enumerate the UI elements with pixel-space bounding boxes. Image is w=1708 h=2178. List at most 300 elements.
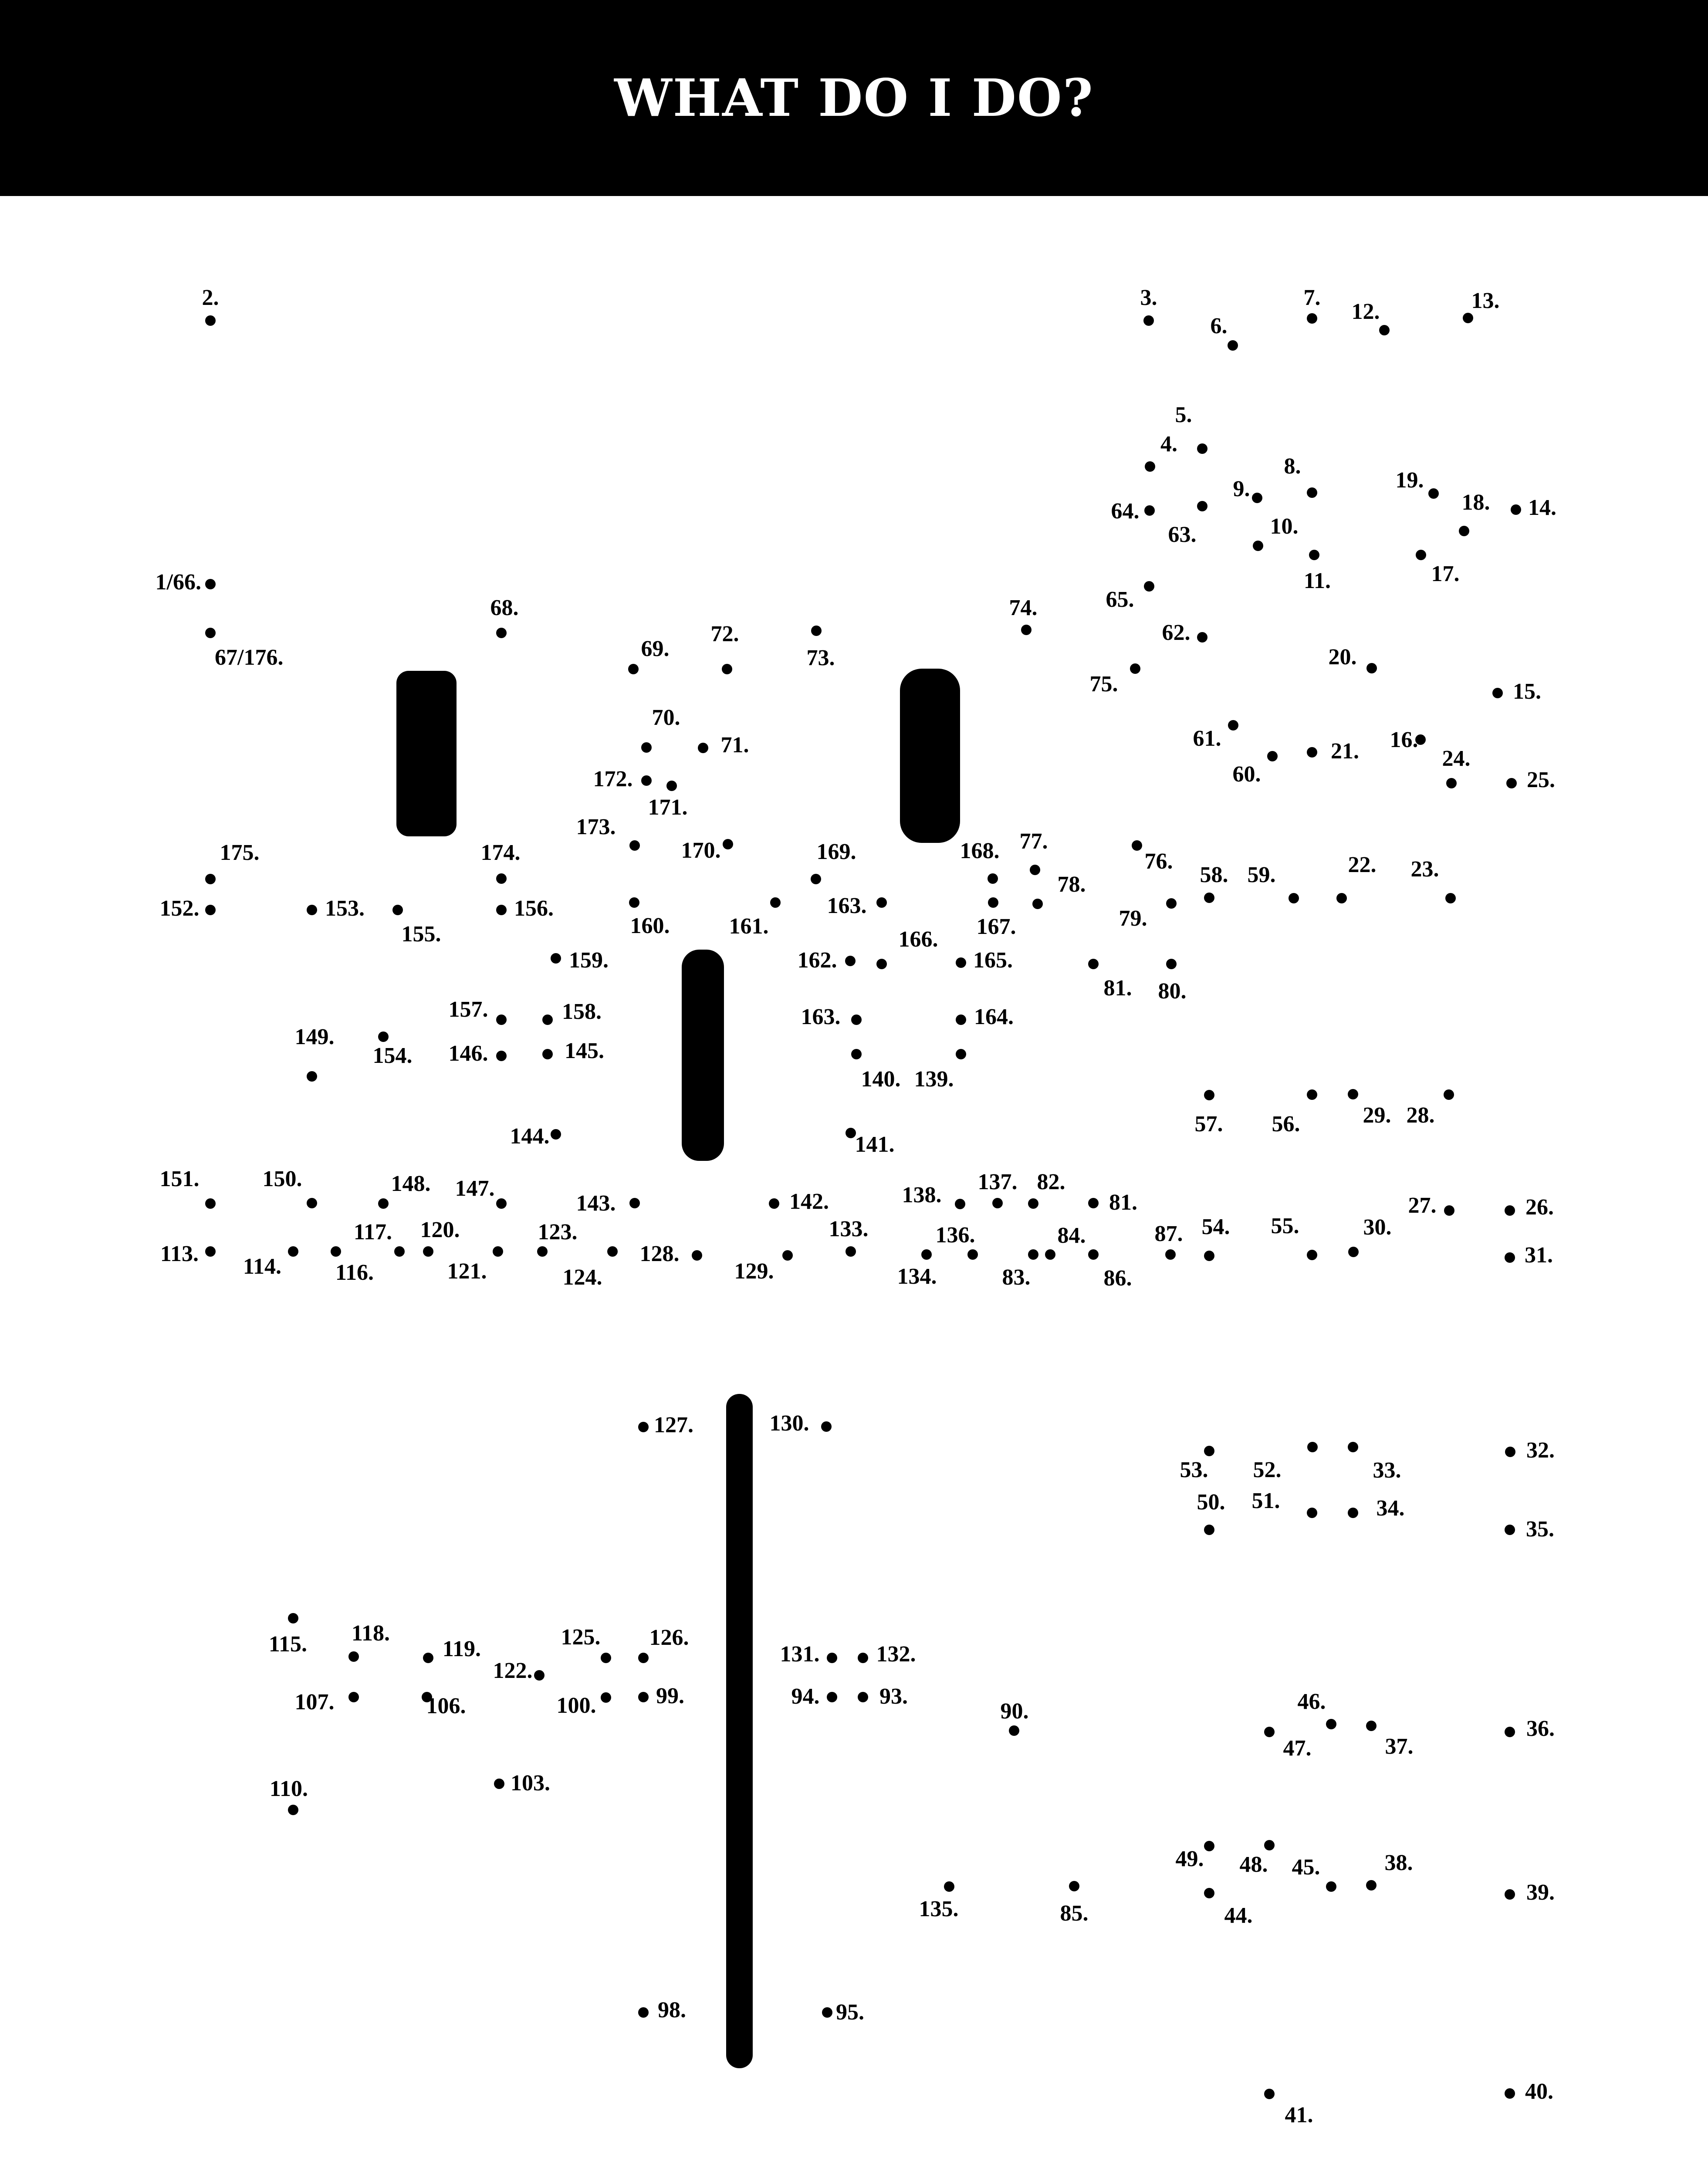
dot-marker — [1366, 1880, 1377, 1891]
dot-marker — [811, 626, 822, 636]
dot-number-label: 94. — [791, 1684, 820, 1709]
dot-marker — [1030, 865, 1040, 875]
dot-number-label: 36. — [1526, 1716, 1555, 1741]
dot-number-label: 28. — [1406, 1103, 1435, 1128]
dot-marker — [607, 1246, 618, 1257]
dot-number-label: 106. — [426, 1693, 466, 1718]
dot-number-label: 7. — [1303, 285, 1321, 310]
dot-point — [698, 733, 749, 758]
dot-number-label: 137. — [977, 1169, 1018, 1194]
dot-marker — [956, 1049, 966, 1059]
dot-marker — [205, 1198, 216, 1209]
dot-point — [1408, 1193, 1455, 1218]
dot-marker — [1348, 1442, 1358, 1452]
dot-marker — [1021, 625, 1032, 635]
dot-number-label: 175. — [220, 840, 260, 865]
dot-marker — [1348, 1508, 1358, 1518]
dot-marker — [822, 2007, 832, 2018]
dot-number-label: 78. — [1057, 872, 1086, 897]
dot-point — [1088, 1190, 1137, 1215]
dot-point — [202, 285, 219, 326]
dot-marker — [307, 1071, 317, 1082]
dot-marker — [1307, 1089, 1317, 1100]
dot-number-label: 121. — [447, 1258, 487, 1284]
dot-point — [640, 1241, 703, 1266]
dot-marker — [496, 873, 507, 884]
dot-point — [897, 1249, 937, 1289]
dot-marker — [1379, 325, 1390, 335]
dot-number-label: 4. — [1160, 431, 1177, 457]
dot-marker — [1463, 313, 1473, 323]
dot-point — [243, 1246, 298, 1279]
dot-point — [1390, 727, 1426, 752]
dots-layer — [156, 285, 1556, 2178]
dot-number-label: 142. — [789, 1189, 829, 1214]
dot-marker — [1144, 581, 1154, 592]
dot-number-label: 62. — [1162, 620, 1191, 645]
dot-marker — [1264, 1840, 1275, 1850]
dot-marker — [1307, 747, 1317, 758]
dot-marker — [1505, 1889, 1515, 1900]
dot-point — [1200, 862, 1228, 903]
dot-point — [1505, 1517, 1554, 1542]
dot-marker — [967, 1249, 978, 1260]
dot-number-label: 130. — [769, 1410, 809, 1436]
dot-number-label: 15. — [1513, 679, 1541, 704]
dot-marker — [378, 1198, 389, 1209]
dot-number-label: 141. — [855, 1132, 895, 1157]
dot-number-label: 161. — [729, 913, 769, 939]
dot-number-label: 3. — [1140, 285, 1157, 310]
dot-marker — [1145, 461, 1155, 472]
dot-point — [481, 840, 521, 884]
dot-marker — [1505, 1252, 1515, 1263]
dot-point — [1088, 959, 1132, 1001]
dot-marker — [638, 2007, 649, 2018]
dot-marker — [956, 1015, 966, 1025]
dot-point — [1307, 739, 1359, 764]
dot-marker — [1445, 893, 1456, 903]
dot-point — [1253, 514, 1299, 551]
dot-point — [858, 1642, 916, 1667]
dot-number-label: 139. — [914, 1066, 954, 1092]
dot-point — [1253, 1442, 1318, 1482]
dot-number-label: 172. — [593, 766, 633, 791]
dot-marker — [1492, 688, 1503, 698]
dot-point — [1248, 862, 1299, 903]
dot-point — [1211, 314, 1238, 351]
pre-drawn-bar-long — [726, 1394, 753, 2068]
dot-marker — [1204, 1841, 1214, 1851]
dot-number-label: 79. — [1119, 906, 1147, 931]
dot-marker — [1366, 663, 1377, 673]
dot-marker — [542, 1015, 553, 1025]
dot-marker — [1166, 959, 1177, 969]
dot-point — [1233, 477, 1263, 503]
dot-number-label: 32. — [1526, 1437, 1555, 1463]
dot-point — [354, 1220, 405, 1257]
dot-point — [1240, 1840, 1275, 1877]
dot-number-label: 17. — [1431, 561, 1460, 586]
dot-number-label: 52. — [1253, 1457, 1282, 1482]
dot-number-label: 144. — [510, 1123, 550, 1149]
dot-marker — [1506, 778, 1517, 788]
dot-number-label: 151. — [159, 1166, 200, 1191]
dot-number-label: 67/176. — [215, 645, 284, 670]
dot-point — [638, 1625, 689, 1663]
dot-number-label: 21. — [1331, 738, 1359, 764]
dot-marker — [205, 315, 216, 326]
dot-point — [956, 1004, 1014, 1029]
dot-marker — [288, 1805, 298, 1815]
dot-number-label: 165. — [973, 947, 1013, 973]
dot-number-label: 44. — [1224, 1903, 1253, 1928]
dot-point — [956, 948, 1013, 973]
dot-point — [1348, 1215, 1392, 1257]
dot-number-label: 163. — [827, 893, 867, 918]
dot-marker — [392, 905, 403, 915]
dot-number-label: 54. — [1201, 1214, 1230, 1239]
dot-point — [447, 1246, 504, 1284]
dot-marker — [496, 628, 507, 638]
dot-number-label: 127. — [654, 1412, 693, 1437]
dot-marker — [1166, 898, 1177, 909]
dot-point — [1463, 288, 1500, 323]
dot-point — [449, 997, 507, 1025]
dot-number-label: 150. — [262, 1166, 302, 1191]
dot-marker — [988, 873, 998, 884]
dot-marker — [331, 1246, 341, 1257]
dot-number-label: 46. — [1297, 1689, 1326, 1714]
dot-point — [1009, 595, 1038, 635]
dot-point — [851, 1049, 901, 1092]
dot-point — [423, 1637, 481, 1663]
dot-point — [729, 897, 781, 939]
dot-number-label: 156. — [514, 896, 554, 921]
dot-point — [295, 1690, 359, 1715]
dot-point — [1001, 1699, 1029, 1736]
dot-number-label: 120. — [420, 1217, 460, 1242]
dot-number-label: 87. — [1154, 1221, 1183, 1246]
dot-marker — [1204, 893, 1214, 903]
dot-marker — [876, 959, 887, 969]
dot-point — [576, 1191, 640, 1216]
dot-point — [629, 897, 670, 938]
dot-marker — [944, 1881, 954, 1892]
dot-number-label: 19. — [1395, 467, 1424, 493]
dot-point — [1233, 751, 1278, 787]
dot-number-label: 68. — [490, 595, 519, 620]
dot-point — [205, 628, 283, 670]
dot-marker — [827, 1692, 837, 1702]
dot-marker — [1505, 1525, 1515, 1535]
dot-marker — [1444, 1089, 1454, 1100]
dot-point — [1298, 1689, 1337, 1729]
dot-marker — [1307, 487, 1317, 498]
dot-point — [160, 1167, 216, 1209]
dot-number-label: 6. — [1210, 313, 1228, 338]
dot-point — [1505, 1438, 1555, 1463]
dot-number-label: 75. — [1089, 671, 1118, 697]
dot-number-label: 41. — [1285, 2102, 1313, 2127]
dot-marker — [955, 1199, 965, 1209]
dot-marker — [423, 1653, 433, 1663]
dot-number-label: 119. — [442, 1636, 481, 1661]
dot-number-label: 113. — [160, 1241, 199, 1266]
dot-number-label: 155. — [401, 921, 441, 947]
dot-point — [811, 839, 856, 884]
dot-point — [1348, 1496, 1405, 1521]
dot-point — [270, 1776, 308, 1815]
dot-point — [1145, 432, 1177, 472]
dot-marker — [666, 781, 677, 791]
dot-number-label: 83. — [1002, 1265, 1031, 1290]
dot-marker — [1009, 1725, 1019, 1736]
dot-point — [1264, 2089, 1313, 2127]
dot-marker — [1165, 1249, 1176, 1260]
dot-point — [537, 1220, 578, 1257]
dot-point — [1348, 1442, 1401, 1483]
dot-point — [1407, 1089, 1454, 1128]
dot-marker — [1348, 1089, 1358, 1099]
dot-marker — [1326, 1881, 1336, 1892]
dot-number-label: 82. — [1037, 1169, 1065, 1194]
dot-number-label: 16. — [1390, 727, 1418, 752]
dot-point — [205, 840, 260, 884]
dot-point — [858, 1684, 908, 1709]
dot-marker — [769, 1198, 779, 1209]
dot-number-label: 50. — [1197, 1489, 1225, 1515]
dot-number-label: 162. — [797, 947, 837, 973]
dot-number-label: 154. — [372, 1043, 413, 1068]
dot-number-label: 70. — [652, 705, 680, 730]
dot-marker — [1326, 1719, 1336, 1729]
dot-point — [846, 1128, 895, 1157]
dot-marker — [1505, 2088, 1515, 2099]
dot-point — [1366, 1850, 1413, 1891]
dot-marker — [534, 1670, 545, 1681]
dot-point — [1197, 1490, 1225, 1535]
dot-marker — [851, 1049, 862, 1059]
dot-marker — [1204, 1446, 1214, 1456]
dot-number-label: 73. — [806, 645, 835, 670]
dot-marker — [956, 957, 966, 968]
dot-point — [1140, 285, 1157, 326]
dot-marker — [494, 1779, 504, 1789]
dot-number-label: 37. — [1385, 1734, 1414, 1759]
dot-marker — [1307, 1442, 1318, 1452]
dot-point — [1352, 299, 1390, 335]
dot-marker — [628, 664, 639, 674]
dot-number-label: 116. — [335, 1260, 374, 1285]
dot-number-label: 8. — [1284, 453, 1301, 479]
dot-point — [455, 1176, 507, 1209]
dot-point — [1505, 1243, 1553, 1268]
dot-marker — [1204, 1251, 1214, 1261]
dot-point — [557, 1692, 612, 1718]
dot-number-label: 31. — [1525, 1242, 1553, 1268]
dot-number-label: 48. — [1239, 1852, 1268, 1877]
dot-point — [1106, 581, 1155, 612]
dot-marker — [921, 1249, 932, 1260]
dot-point — [1271, 1214, 1318, 1260]
dot-number-label: 40. — [1525, 2079, 1553, 2104]
dot-number-label: 64. — [1111, 498, 1140, 524]
dot-marker — [1252, 493, 1262, 503]
dot-marker — [1028, 1198, 1038, 1209]
dot-marker — [601, 1653, 611, 1663]
dot-number-label: 53. — [1180, 1457, 1208, 1482]
dot-marker — [205, 905, 216, 915]
dot-point — [449, 1041, 507, 1066]
dot-point — [1028, 1170, 1065, 1209]
dot-number-label: 80. — [1158, 978, 1187, 1004]
dot-point — [1416, 550, 1460, 586]
dot-number-label: 147. — [455, 1176, 495, 1201]
dot-number-label: 135. — [919, 1896, 959, 1921]
dot-point — [1088, 1249, 1132, 1291]
dot-marker — [638, 1653, 649, 1663]
dot-number-label: 128. — [639, 1241, 680, 1266]
dot-number-label: 148. — [391, 1171, 431, 1196]
dot-marker — [641, 775, 652, 786]
dot-number-label: 26. — [1525, 1194, 1554, 1220]
dot-point — [919, 1881, 959, 1921]
dot-marker — [496, 905, 507, 915]
dot-number-label: 24. — [1442, 746, 1471, 771]
dot-point — [1511, 495, 1556, 520]
dot-number-label: 168. — [960, 838, 1000, 863]
dot-marker — [1197, 443, 1207, 454]
dot-number-label: 81. — [1103, 975, 1132, 1001]
dot-point — [770, 1411, 832, 1436]
dot-marker — [205, 874, 216, 884]
dot-point — [1158, 959, 1187, 1004]
dot-marker — [638, 1422, 649, 1432]
dot-number-label: 126. — [649, 1625, 689, 1650]
dot-marker — [858, 1653, 868, 1663]
dot-number-label: 49. — [1175, 1846, 1204, 1871]
dot-point — [960, 839, 1000, 884]
dot-number-label: 117. — [353, 1219, 392, 1245]
dot-marker — [378, 1032, 389, 1042]
dot-point — [1204, 1888, 1253, 1928]
dot-marker — [394, 1246, 405, 1257]
page-title: WHAT DO I DO? — [614, 68, 1094, 128]
dot-marker — [1143, 315, 1154, 326]
dot-marker — [307, 1198, 317, 1208]
dot-point — [348, 1621, 390, 1662]
dot-number-label: 163. — [801, 1004, 841, 1029]
dot-number-label: 72. — [710, 621, 739, 646]
dot-number-label: 131. — [780, 1641, 820, 1667]
dot-marker — [1204, 1090, 1214, 1100]
dot-number-label: 93. — [879, 1684, 908, 1709]
dot-number-label: 99. — [656, 1683, 684, 1708]
dot-point — [711, 622, 739, 674]
dot-marker — [496, 1015, 507, 1025]
dot-point — [876, 927, 938, 969]
dot-marker — [1459, 526, 1469, 536]
dot-number-label: 59. — [1247, 862, 1276, 887]
dot-marker — [638, 1692, 649, 1702]
dot-point — [977, 897, 1016, 939]
dot-marker — [1132, 840, 1142, 851]
dot-number-label: 35. — [1526, 1516, 1554, 1542]
dot-marker — [423, 1246, 433, 1257]
dot-marker — [1505, 1447, 1515, 1457]
dot-number-label: 167. — [976, 914, 1016, 939]
dot-point — [1348, 1089, 1391, 1128]
dot-point — [1193, 720, 1239, 751]
dot-number-label: 77. — [1019, 829, 1048, 854]
dot-marker — [641, 742, 652, 753]
dot-point — [936, 1223, 978, 1260]
dot-number-label: 58. — [1200, 862, 1228, 887]
dot-point — [801, 1004, 862, 1029]
dot-point — [510, 1124, 561, 1149]
dot-marker — [1428, 488, 1439, 499]
dot-marker — [1204, 1888, 1214, 1898]
dot-number-label: 98. — [658, 1997, 686, 2022]
dot-marker — [1130, 663, 1140, 674]
dot-point — [1396, 468, 1439, 499]
dot-point — [561, 1625, 612, 1663]
dot-point — [1506, 768, 1555, 792]
dot-number-label: 23. — [1410, 856, 1439, 882]
dot-marker — [811, 874, 821, 884]
dot-number-label: 12. — [1351, 299, 1380, 324]
dot-point — [807, 626, 835, 670]
dot-point — [295, 1025, 335, 1082]
dot-marker — [1197, 501, 1207, 511]
dot-point — [902, 1183, 966, 1209]
dot-number-label: 110. — [269, 1776, 308, 1801]
dot-number-label: 22. — [1348, 852, 1377, 877]
dot-marker — [205, 628, 216, 638]
dot-number-label: 60. — [1232, 761, 1261, 787]
dot-number-label: 174. — [480, 840, 521, 865]
dot-point — [1032, 872, 1086, 909]
dot-point — [331, 1246, 374, 1285]
dot-point — [1202, 1214, 1230, 1261]
dot-point — [160, 896, 216, 921]
dot-point — [1459, 490, 1490, 536]
dot-number-label: 69. — [641, 636, 670, 661]
dot-point — [493, 1658, 545, 1683]
dot-number-label: 100. — [556, 1693, 596, 1718]
dot-number-label: 9. — [1233, 476, 1250, 501]
dot-number-label: 51. — [1251, 1488, 1280, 1513]
dot-point — [1155, 1221, 1183, 1260]
dot-number-label: 143. — [576, 1190, 616, 1216]
dot-number-label: 29. — [1363, 1103, 1391, 1128]
pre-drawn-bar-right — [900, 669, 960, 843]
dot-number-label: 5. — [1175, 402, 1192, 427]
dot-number-label: 159. — [569, 947, 609, 973]
dot-number-label: 169. — [816, 839, 856, 864]
dot-marker — [1505, 1727, 1515, 1737]
dot-marker — [493, 1246, 503, 1257]
dot-number-label: 57. — [1194, 1111, 1223, 1136]
dot-number-label: 134. — [897, 1264, 937, 1289]
dot-point — [1264, 1727, 1312, 1761]
dot-point — [494, 1771, 550, 1796]
dot-marker — [496, 1198, 507, 1209]
dot-marker — [1444, 1205, 1454, 1216]
dot-number-label: 14. — [1528, 495, 1556, 520]
dot-point — [1292, 1855, 1337, 1892]
